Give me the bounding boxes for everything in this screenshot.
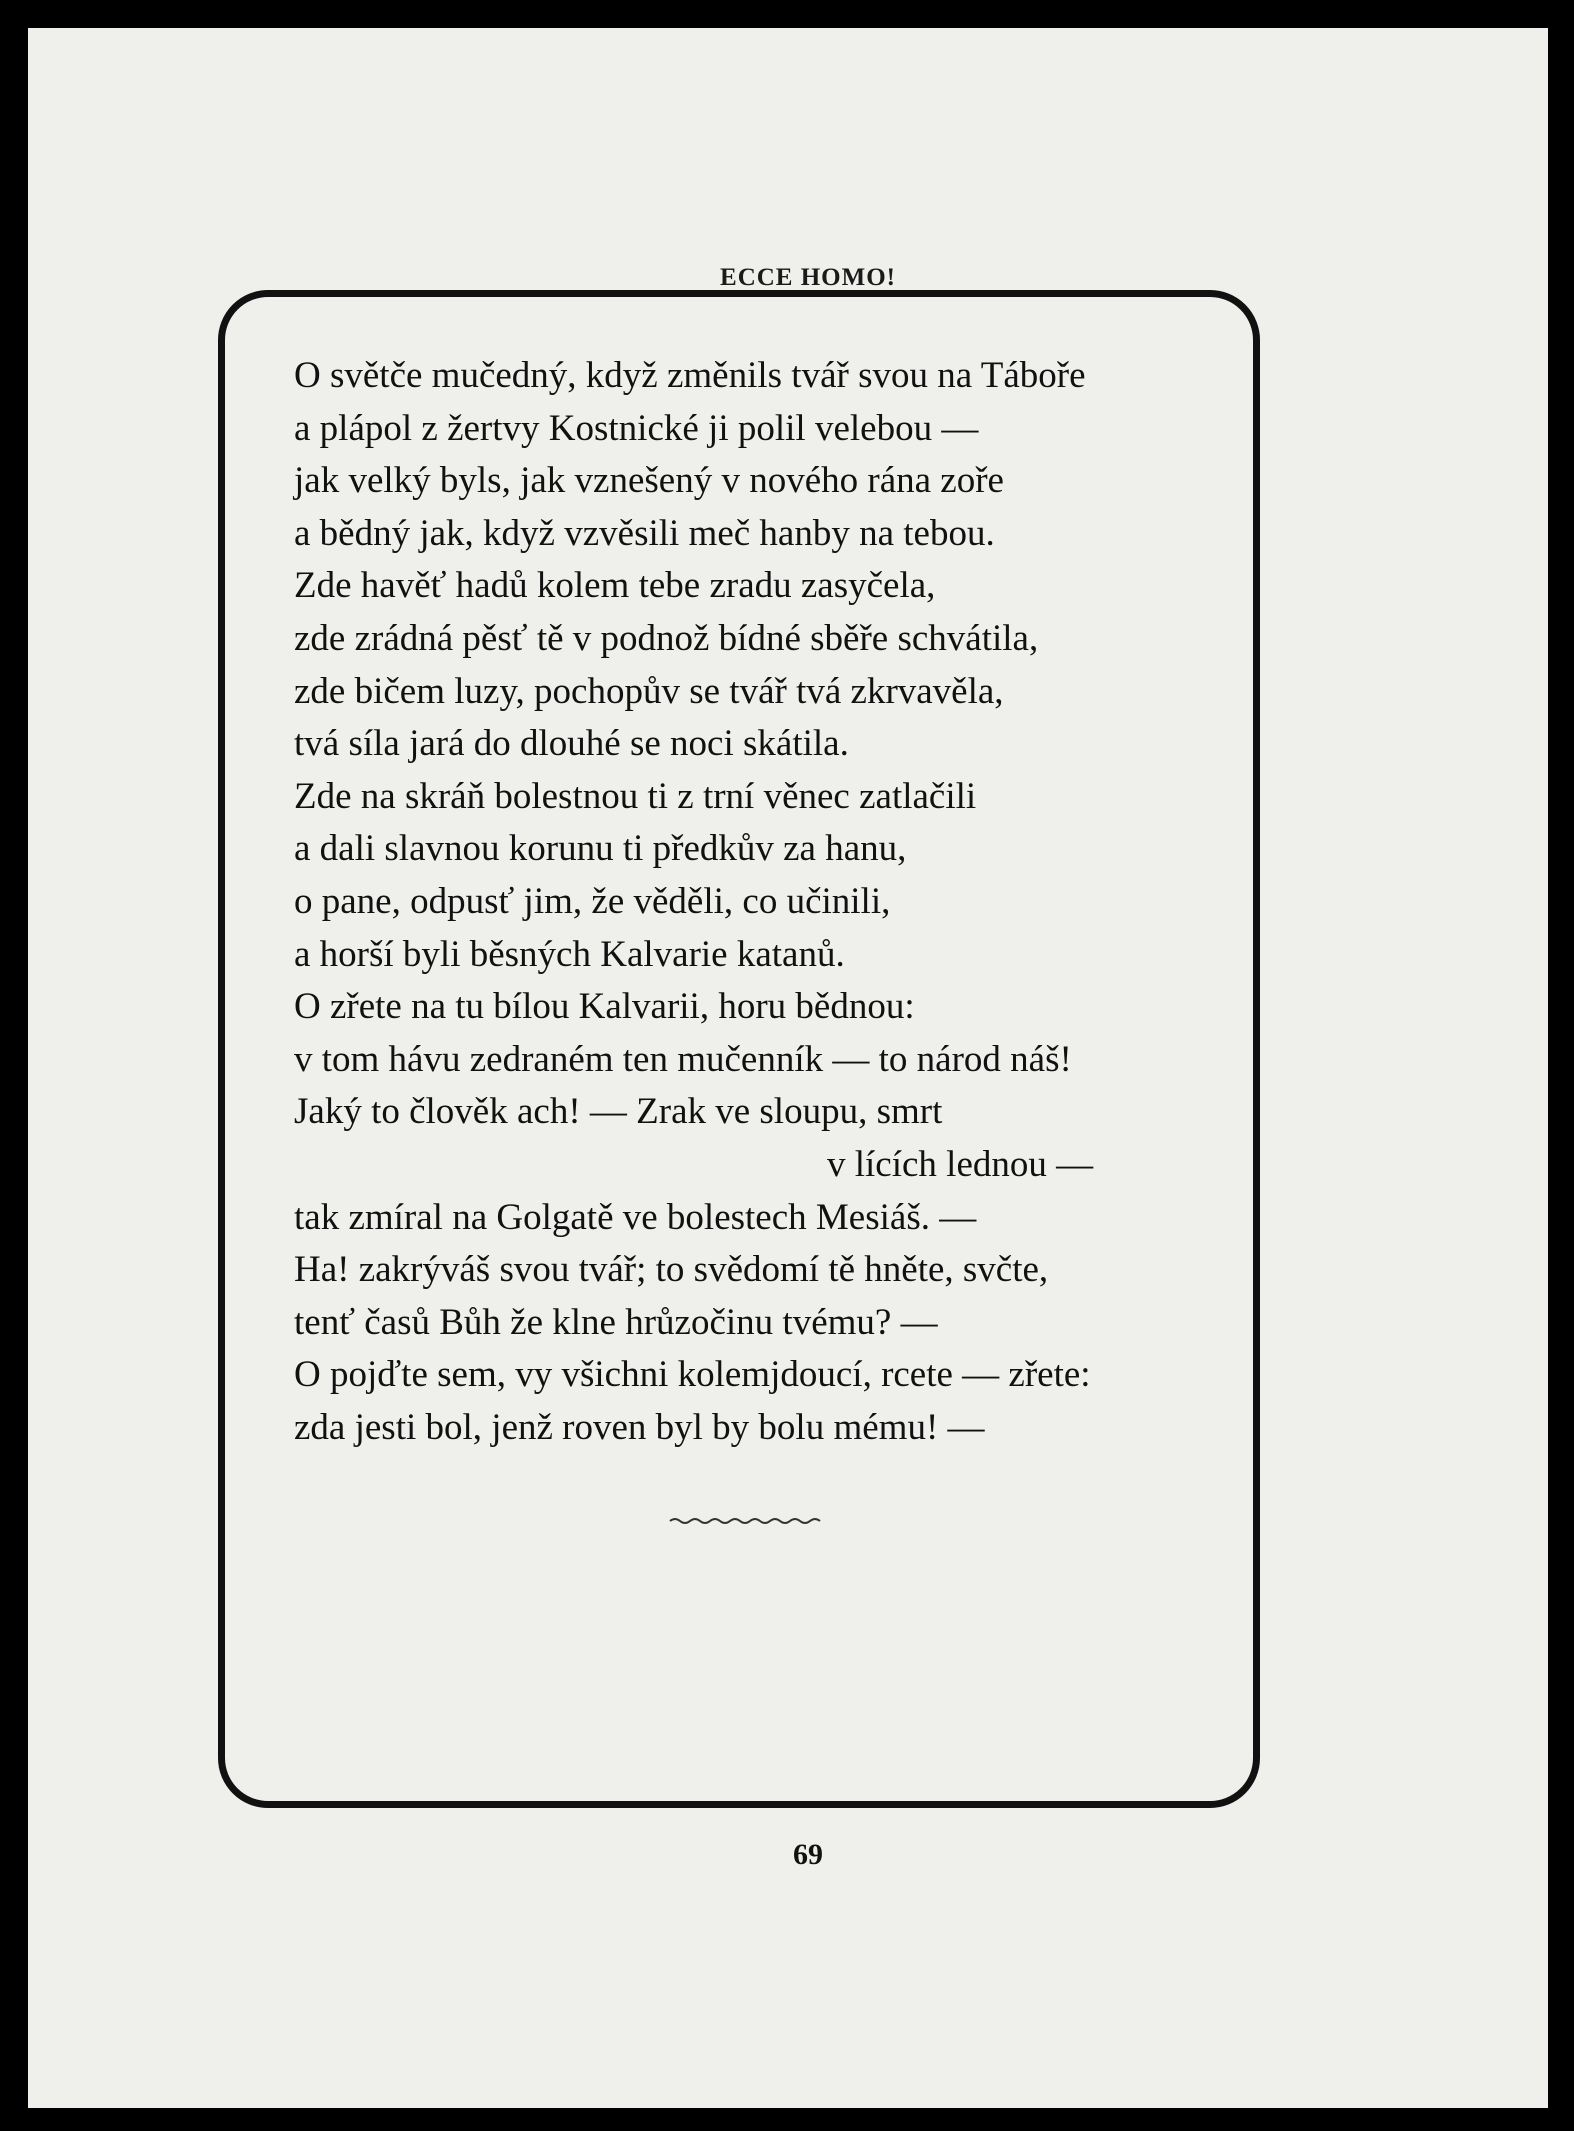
poem-line: a bědný jak, když vzvěsili meč hanby na tebou. <box>294 512 995 554</box>
poem-line: o pane, odpusť jim, že věděli, co učinili, <box>294 880 891 922</box>
poem-line: zde zrádná pěsť tě v podnož bídné sběře schvátila, <box>294 617 1039 659</box>
running-title: ECCE HOMO! <box>720 264 896 291</box>
poem-text <box>294 350 1274 1454</box>
poem-line-continuation: v lících lednou — <box>827 1143 1094 1185</box>
poem-line: a plápol z žertvy Kostnické ji polil velebou — <box>294 407 979 449</box>
poem-line: tenť časů Bůh že klne hrůzočinu tvému? — <box>294 1301 938 1343</box>
poem-line: a dali slavnou korunu ti předkův za hanu, <box>294 828 907 870</box>
poem-line: Zde na skráň bolestnou ti z trní věnec zatlačili <box>294 775 977 817</box>
poem-line: zde bičem luzy, pochopův se tvář tvá zkrvavěla, <box>294 670 1004 712</box>
poem-line: O zřete na tu bílou Kalvarii, horu bědnou: <box>294 986 915 1028</box>
poem-line: jak velký byls, jak vznešený v nového rána zoře <box>294 460 1004 502</box>
poem-line: Jaký to člověk ach! — Zrak ve sloupu, smrt <box>294 1091 943 1133</box>
poem-line: Zde havěť hadů kolem tebe zradu zasyčela, <box>294 565 936 607</box>
poem-line: O světče mučedný, když změnils tvář svou na Táboře <box>294 355 1086 396</box>
poem-line: tak zmíral na Golgatě ve bolestech Mesiáš. — <box>294 1196 977 1238</box>
poem-line: v tom hávu zedraném ten mučenník — to národ náš! <box>294 1038 1072 1080</box>
poem-line: Ha! zakrýváš svou tvář; to svědomí tě hněte, svčte, <box>294 1249 1049 1291</box>
page-number: 69 <box>793 1838 823 1871</box>
poem-line: tvá síla jará do dlouhé se noci skátila. <box>294 723 849 765</box>
poem-line: O pojďte sem, vy všichni kolemjdoucí, rcete — zřete: <box>294 1354 1091 1396</box>
poem-line: a horší byli běsných Kalvarie katanů. <box>294 933 845 975</box>
poem-line: zda jesti bol, jenž roven byl by bolu mému! — <box>294 1406 985 1448</box>
wavy-divider-ornament <box>668 1516 828 1526</box>
book-page <box>28 28 1548 2108</box>
